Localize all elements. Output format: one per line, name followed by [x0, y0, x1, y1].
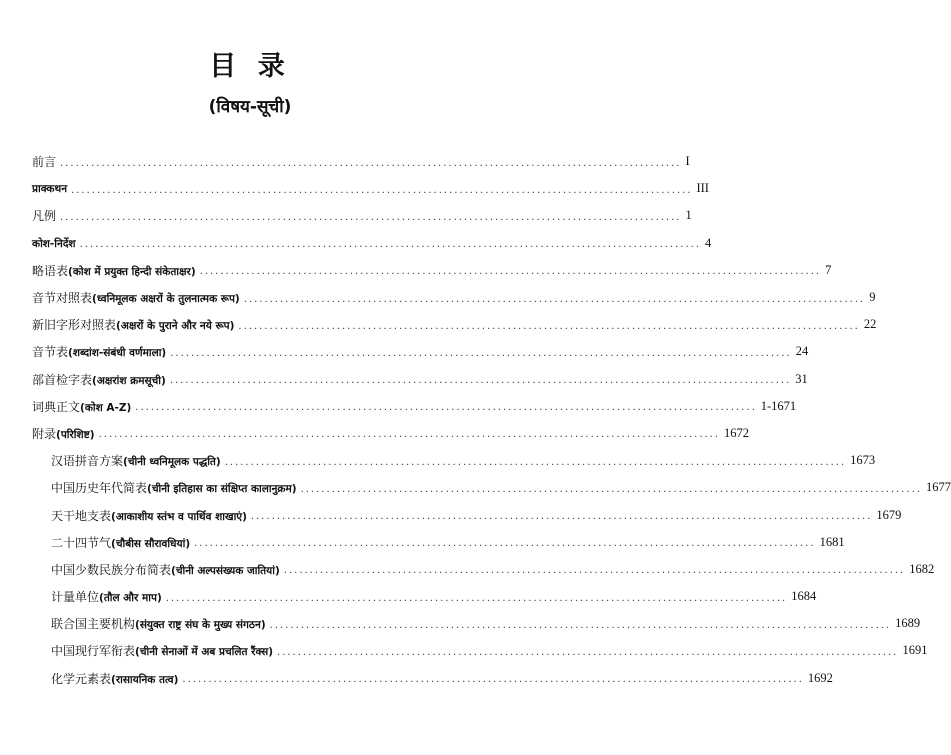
toc-entry-page: 31 — [795, 371, 808, 386]
toc-entry-label — [51, 642, 273, 659]
toc-entry-label — [51, 479, 297, 496]
toc-entry-chinese: 音节表 — [32, 345, 69, 360]
toc-entry-hindi: (परिशिष्ट) — [56, 428, 95, 441]
toc-entry[interactable] — [32, 501, 902, 528]
page-subtitle: (विषय-सूची) — [208, 97, 292, 117]
dot-leader: ........................................................................................................................ — [182, 674, 804, 686]
toc-entry[interactable] — [32, 175, 709, 202]
toc-entry-label — [51, 615, 266, 632]
toc-entry-hindi: (चीनी इतिहास का संक्षिप्त कालानुक्रम) — [147, 483, 297, 496]
toc-entry-hindi: प्राक्कथन — [32, 183, 68, 196]
toc-entry[interactable] — [32, 556, 935, 583]
toc-entry-hindi: (चौबीस सौरावधियां) — [111, 537, 191, 550]
toc-entry-chinese: 中国现行军衔表 — [51, 644, 136, 659]
toc-entry[interactable] — [32, 230, 712, 257]
toc-entry[interactable] — [32, 474, 951, 501]
dot-leader: ........................................................................................................................ — [98, 429, 721, 441]
toc-entry-hindi: (संयुक्त राष्ट्र संघ के मुख्य संगठन) — [135, 619, 266, 632]
toc-entry-label — [32, 398, 131, 415]
toc-entry[interactable] — [32, 610, 921, 637]
dot-leader: ........................................................................................................................ — [194, 538, 816, 550]
toc-entry[interactable] — [32, 257, 832, 284]
toc-entry-chinese: 中国少数民族分布简表 — [51, 562, 172, 577]
toc-entry-label — [32, 262, 196, 279]
toc-entry-chinese: 略语表 — [32, 263, 69, 278]
toc-entry-label — [32, 316, 234, 333]
toc-entry-page: 1684 — [791, 589, 817, 604]
dot-leader: ........................................................................................................................ — [300, 483, 923, 495]
dot-leader: ........................................................................................................................ — [269, 619, 892, 631]
dot-leader: ........................................................................................................................ — [250, 511, 873, 523]
dot-leader: ........................................................................................................................ — [135, 402, 757, 414]
toc-entry-label — [32, 289, 240, 306]
toc-entry-hindi: कोश-निर्देश — [32, 237, 76, 250]
toc-entry-chinese: 音节对照表 — [32, 291, 93, 306]
toc-entry-page: 1673 — [850, 453, 876, 468]
toc-entry-label — [32, 207, 56, 224]
toc-entry[interactable] — [32, 311, 877, 338]
toc-entry-label — [51, 452, 221, 469]
toc-entry-hindi: (अक्षरांश क्रमसूची) — [92, 374, 166, 387]
dot-leader: ........................................................................................................................ — [169, 375, 792, 387]
toc-entry-label — [51, 507, 247, 524]
toc-entry-page: 1681 — [819, 534, 845, 549]
toc-entry-label — [51, 561, 280, 578]
dot-leader: ........................................................................................................................ — [79, 239, 701, 251]
dot-leader: ........................................................................................................................ — [165, 592, 788, 604]
toc-entry-chinese: 部首检字表 — [32, 372, 93, 387]
toc-entry-page: 1691 — [902, 643, 928, 658]
toc-entry-chinese: 附录 — [32, 426, 57, 441]
toc-entry-page: 1679 — [876, 507, 902, 522]
toc-entry[interactable] — [32, 366, 808, 393]
toc-entry-hindi: (कोश में प्रयुक्त हिन्दी संकेताक्षर) — [68, 265, 196, 278]
table-of-contents — [32, 148, 951, 692]
dot-leader: ........................................................................................................................ — [199, 266, 822, 278]
toc-entry-chinese: 凡例 — [32, 209, 57, 224]
toc-entry-label — [32, 371, 166, 388]
toc-entry[interactable] — [32, 202, 692, 229]
toc-entry-chinese: 联合国主要机构 — [51, 617, 136, 632]
toc-entry-page: 1677 — [926, 480, 951, 495]
toc-entry-page: 1 — [685, 208, 692, 223]
dot-leader: ........................................................................................................................ — [60, 157, 682, 169]
dot-leader: ........................................................................................................................ — [238, 320, 860, 332]
toc-entry[interactable] — [32, 447, 876, 474]
toc-entry-page: 9 — [869, 290, 876, 305]
toc-entry-page: 7 — [825, 262, 832, 277]
dot-leader: ........................................................................................................................ — [277, 646, 899, 658]
toc-entry-chinese: 前言 — [32, 155, 57, 170]
toc-entry-label — [32, 425, 95, 442]
toc-entry-label — [51, 588, 162, 605]
dot-leader: ........................................................................................................................ — [71, 184, 693, 196]
toc-entry-chinese: 中国历史年代简表 — [51, 481, 148, 496]
dot-leader: ........................................................................................................................ — [224, 456, 847, 468]
toc-entry-chinese: 词典正文 — [32, 399, 81, 414]
toc-entry-hindi: (तौल और माप) — [99, 592, 162, 605]
toc-entry-label — [32, 236, 76, 251]
toc-entry-hindi: (रासायनिक तत्व) — [111, 673, 179, 686]
toc-entry-label — [51, 534, 190, 551]
toc-entry-label — [32, 181, 67, 196]
toc-entry-chinese: 天干地支表 — [51, 508, 112, 523]
toc-entry-page: 1682 — [909, 561, 935, 576]
toc-entry-hindi: (चीनी सेनाओं में अब प्रचलित रैंक्स) — [135, 646, 274, 659]
toc-entry[interactable] — [32, 284, 876, 311]
toc-entry-page: 4 — [705, 235, 712, 250]
toc-entry-chinese: 新旧字形对照表 — [32, 318, 117, 333]
toc-entry[interactable] — [32, 529, 845, 556]
dot-leader: ........................................................................................................................ — [243, 293, 866, 305]
toc-entry-chinese: 化学元素表 — [51, 671, 112, 686]
page-title: 目 录 — [209, 51, 291, 82]
toc-entry[interactable] — [32, 637, 928, 664]
toc-entry-chinese: 汉语拼音方案 — [51, 454, 124, 469]
toc-entry-page: 24 — [795, 344, 809, 359]
toc-entry[interactable] — [32, 665, 833, 692]
toc-entry[interactable] — [32, 583, 817, 610]
toc-entry-page: III — [696, 181, 709, 196]
toc-entry-page: 1672 — [724, 425, 750, 440]
toc-entry[interactable] — [32, 420, 750, 447]
toc-entry-chinese: 计量单位 — [51, 590, 100, 605]
toc-entry[interactable] — [32, 148, 690, 175]
toc-entry-label — [51, 670, 178, 687]
toc-entry-page: I — [685, 154, 690, 169]
toc-entry-chinese: 二十四节气 — [51, 535, 112, 550]
dot-leader: ........................................................................................................................ — [170, 347, 792, 359]
toc-entry-hindi: (आकाशीय स्तंभ व पार्थिव शाखाएं) — [111, 510, 247, 523]
toc-entry[interactable] — [32, 338, 809, 365]
toc-entry-hindi: (अक्षरों के पुराने और नये रूप) — [116, 320, 235, 333]
dot-leader: ........................................................................................................................ — [60, 211, 682, 223]
toc-entry-hindi: (चीनी ध्वनिमूलक पद्धति) — [123, 456, 221, 469]
toc-entry-label — [32, 153, 56, 170]
toc-entry-hindi: (ध्वनिमूलक अक्षरों के तुलनात्मक रूप) — [92, 293, 240, 306]
toc-entry-page: 22 — [863, 317, 877, 332]
toc-entry[interactable] — [32, 393, 797, 420]
toc-entry-page: 1692 — [807, 670, 833, 685]
toc-entry-page: 1-1671 — [760, 398, 797, 413]
toc-entry-hindi: (कोश A-Z) — [80, 401, 132, 414]
toc-entry-hindi: (चीनी अल्पसंख्यक जातियां) — [171, 564, 280, 577]
dot-leader: ........................................................................................................................ — [283, 565, 906, 577]
toc-entry-label — [32, 343, 166, 360]
toc-entry-page: 1689 — [895, 616, 921, 631]
toc-entry-hindi: (शब्दांश-संबंधी वर्णमाला) — [68, 347, 167, 360]
